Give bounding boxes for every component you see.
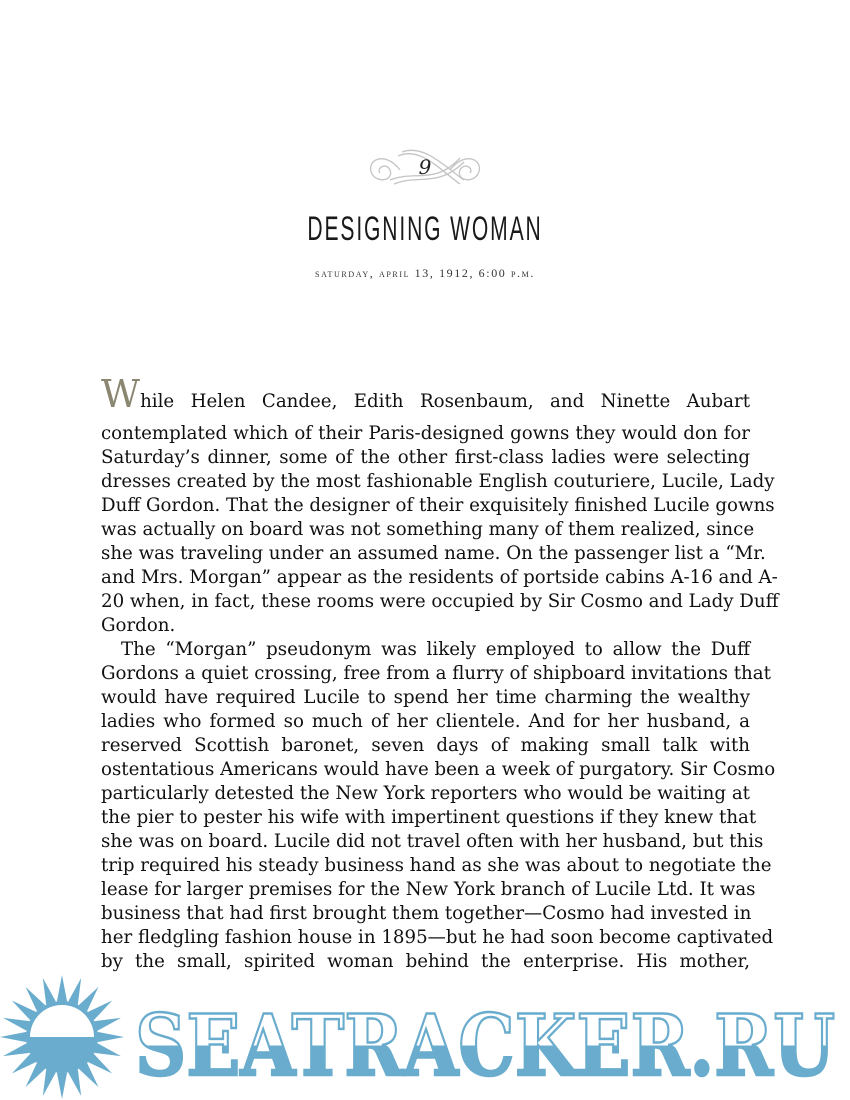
text-line: trip required his steady business hand as she was about to negotiate the <box>101 855 772 876</box>
sun-icon <box>0 975 124 1099</box>
watermark-text: SEATRACKER.RU <box>135 996 835 1095</box>
text-line: 20 when, in fact, these rooms were occupied by Sir Cosmo and Lady Duff <box>101 591 779 612</box>
text-line: she was on board. Lucile did not travel often with her husband, but this <box>101 831 764 852</box>
sun-ray <box>57 975 67 1001</box>
text-line-rest: hile Helen Candee, Edith Rosenbaum, and Ninette Aubart <box>140 391 750 412</box>
text-line: Gordon. <box>101 615 176 636</box>
chapter-dateline: saturday, april 13, 1912, 6:00 p.m. <box>315 266 535 280</box>
text-line: Saturday’s dinner, some of the other first-class ladies were selecting <box>101 447 750 468</box>
sun-ray <box>43 1069 56 1096</box>
chapter-ornament-icon <box>360 140 490 196</box>
sun-ray <box>94 1018 121 1031</box>
sun-ray <box>68 1069 81 1096</box>
text-line: The “Morgan” pseudonym was likely employed to allow the Duff <box>121 639 750 660</box>
text-line: and Mrs. Morgan” appear as the residents of portside cabins A-16 and A- <box>101 567 778 588</box>
sun-ray <box>57 1073 67 1099</box>
chapter-number: 9 <box>418 155 432 179</box>
text-line: particularly detested the New York reporters who would be waiting at <box>101 783 750 804</box>
text-line: the pier to pester his wife with impertinent questions if they knew that <box>101 807 757 828</box>
text-line: ostentatious Americans would have been a week of purgatory. Sir Cosmo <box>101 759 776 780</box>
text-line: Duff Gordon. That the designer of their exquisitely finished Lucile gowns <box>101 495 775 516</box>
text-line: ladies who formed so much of her clientele. And for her husband, a <box>101 711 750 732</box>
text-line: contemplated which of their Paris-designed gowns they would don for <box>101 423 750 444</box>
text-line: was actually on board was not something many of them realized, since <box>101 519 755 540</box>
text-line: would have required Lucile to spend her time charming the wealthy <box>101 687 750 708</box>
sun-ray <box>43 978 56 1005</box>
sun-ray <box>94 1043 121 1056</box>
sun-ray <box>3 1018 30 1031</box>
sun-ray <box>98 1032 124 1042</box>
text-line: her fledgling fashion house in 1895—but he had soon become captivated <box>101 927 774 948</box>
watermark-logo <box>0 975 850 1100</box>
text-line: by the small, spirited woman behind the enterprise. His mother, <box>101 951 750 972</box>
text-line: business that had first brought them together—Cosmo had invested in <box>101 903 752 924</box>
text-line: she was traveling under an assumed name. On the passenger list a “Mr. <box>101 543 766 564</box>
chapter-title: DESIGNING WOMAN <box>307 210 543 248</box>
text-line: dresses created by the most fashionable English couturiere, Lucile, Lady <box>101 471 775 492</box>
text-line <box>101 372 750 416</box>
text-line: lease for larger premises for the New York branch of Lucile Ltd. It was <box>101 879 756 900</box>
sun-ray <box>3 1043 30 1056</box>
sun-ray <box>68 978 81 1005</box>
text-line: reserved Scottish baronet, seven days of making small talk with <box>101 735 750 756</box>
sun-ray <box>0 1032 26 1042</box>
drop-cap: W <box>101 372 141 416</box>
text-line: Gordons a quiet crossing, free from a flurry of shipboard invitations that <box>101 663 771 684</box>
